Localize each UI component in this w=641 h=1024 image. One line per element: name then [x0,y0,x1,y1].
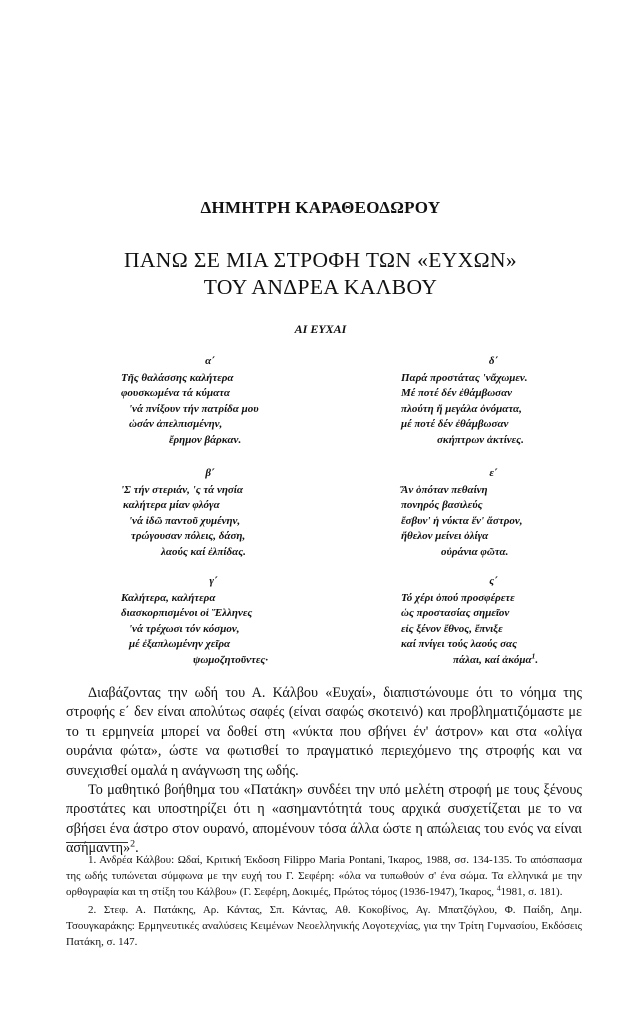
stanza-stigma [401,574,586,669]
verse-line: οὐράνια φῶτα. [441,545,509,558]
verse-line: καλήτερα μίαν φλόγα [123,499,220,512]
body-text [66,684,582,859]
verse-text: πάλαι, καί ἀκόμα [453,653,532,666]
verse-line: φουσκωμένα τά κύματα [121,387,230,400]
verse-line: λαούς καί ἐλπίδας. [161,545,246,558]
stanza-gamma [121,574,306,669]
verse-line: Τῆς θαλάσσης καλήτερα [121,371,234,384]
verse-line: ἔσβυν' ἡ νύκτα ἕν' ἄστρον, [401,514,523,527]
verse-line: ψωμοζητοῦντες· [193,653,269,666]
verse-line: ἤθελον μείνει ὀλίγα [401,530,489,543]
paragraph-punct: . [135,840,139,857]
footnote-ref: 2 [130,838,136,850]
verse-line: πλούτη ἤ μεγάλα ὀνόματα, [401,402,522,415]
verse-line: Παρά προστάτας 'νἄχωμεν. [401,371,528,384]
verse-line: καί πνίγει τούς λαούς σας [401,638,518,651]
stanza-number: γ΄ [209,575,218,587]
verse-line: Καλήτερα, καλήτερα [121,591,216,604]
verse-line: μέ ποτέ δέν ἐθάμβωσαν [401,418,509,431]
paragraph [66,781,582,859]
stanza-beta [121,466,299,561]
footnote-text: 1981, σ. 181). [500,886,563,898]
poem-title: ΑΙ ΕΥΧΑΙ [294,322,347,336]
verse-punct: . [535,653,539,666]
stanza-epsilon [401,466,586,561]
stanza-number: β΄ [205,467,215,479]
verse-line: 'νά πνίξουν τήν πατρίδα μου [129,402,259,415]
edition-sup: 4 [496,883,501,893]
paragraph-text: Το μαθητικό βοήθημα του «Πατάκη» συνδέει την υπό μελέτη στροφή με τους ξένους προστάτες και υποστηρίζει ότι η «ασημαντότητά τους αρχικά συσχετίζεται με το να σβήσει ένα άστρο στον ουρανό, απομένουν τόσα άλλα ώστε η απώλειας του ενός να είναι ασήμαντη» [66,782,582,857]
footnote [66,852,582,900]
verse-line: πονηρός βασιλεύς [401,499,483,512]
stanza-alpha [121,354,299,449]
verse-line: μέ ἐξαπλωμένην χεῖρα [129,638,231,651]
verse-line: ἔρημον βάρκαν. [169,433,242,446]
verse-line: Τό χέρι ὁπού προσφέρετε [401,591,515,604]
verse-line: διασκορπισμένοι οἱ Ἕλληνες [121,607,253,620]
verse-line: Μέ ποτέ δέν ἐθάμβωσαν [401,387,513,400]
verse-line: Ἄν ὁπόταν πεθαίνη [401,483,488,496]
stanza-number: α΄ [205,355,215,367]
stanza-number: ς΄ [489,575,498,587]
verse-line: σκήπτρων ἀκτίνες. [437,433,524,446]
footnote: 2. Στεφ. Α. Πατάκης, Αρ. Κάντας, Σπ. Κάντας, Αθ. Κοκοβίνος, Αγ. Μπατζόγλου, Φ. Παίδη, Δημ. Τσουγκαράκης: Ερμηνευτικές αναλύσεις Κειμένων Νεοελληνικής Λογοτεχνίας, για την Τρίτη Γυμνασίου, Εκδόσεις Πατάκη, σ. 147. [66,904,582,948]
verse-line: εἰς ξένον ἔθνος, ἔπνιξε [401,622,503,635]
verse-line: τρώγουσαν πόλεις, δάση, [131,530,246,543]
verse-line: 'Σ τήν στεριάν, 'ς τά νησία [121,483,243,496]
footnote-rule [66,842,128,843]
footnotes [66,852,582,952]
article-title [0,247,641,301]
title-line: ΠΑΝΩ ΣΕ ΜΙΑ ΣΤΡΟΦΗ ΤΩΝ «ΕΥΧΩΝ» [123,248,518,272]
stanza-delta [401,354,586,449]
stanza-number: ε΄ [489,467,498,479]
verse-line: 'νά τρέχωσι τόν κόσμον, [129,622,240,635]
verse-line: 'νά ἰδῶ παντοῦ χυμένην, [129,514,241,527]
footnote-text: 1. Ανδρέα Κάλβου: Ωδαί, Κριτική Έκδοση Filippo Maria Pontani, Ίκαρος, 1988, σσ. 134-135. Το απόσπασμα της ωδής τυπώνεται σύμφωνα με την ευχή του Γ. Σεφέρη: «όλα να τυπωθούν σ' ένα σώμα. Τα ελληνικά με την ορθογραφία και τη στίξη του Κάλβου» (Γ. Σεφέρη, Δοκιμές, Πρώτος τόμος (1936-1947), Ίκαρος, [66,854,582,898]
verse-line: ὡς προστασίας σημεῖον [401,607,510,620]
verse-line [453,653,586,669]
stanza-number: δ΄ [488,355,499,367]
footnote-ref: 1 [531,651,536,661]
author-name: ΔΗΜΗΤΡΗ ΚΑΡΑΘΕΟΔΩΡΟΥ [200,198,441,217]
paragraph: Διαβάζοντας την ωδή του Α. Κάλβου «Ευχαί», διαπιστώνουμε ότι το νόημα της στροφής ε΄ δεν είναι απολύτως σαφές (είναι σαφώς σκοτεινό) και προβληματιζόμαστε με το τι ερμηνεία μπορεί να δοθεί στη «νύκτα που σβήνει έν' άστρον» και στα «ολίγα ουράνια φώτα», ώστε να φωτισθεί το πραγματικό περιεχόμενο της στροφής και να συνεχισθεί ομαλά η ανάγνωση της ωδής. [66,685,582,779]
verse-line: ὡσάν ἀπελπισμένην, [129,418,223,431]
title-line: ΤΟΥ ΑΝΔΡΕΑ ΚΑΛΒΟΥ [203,275,438,299]
